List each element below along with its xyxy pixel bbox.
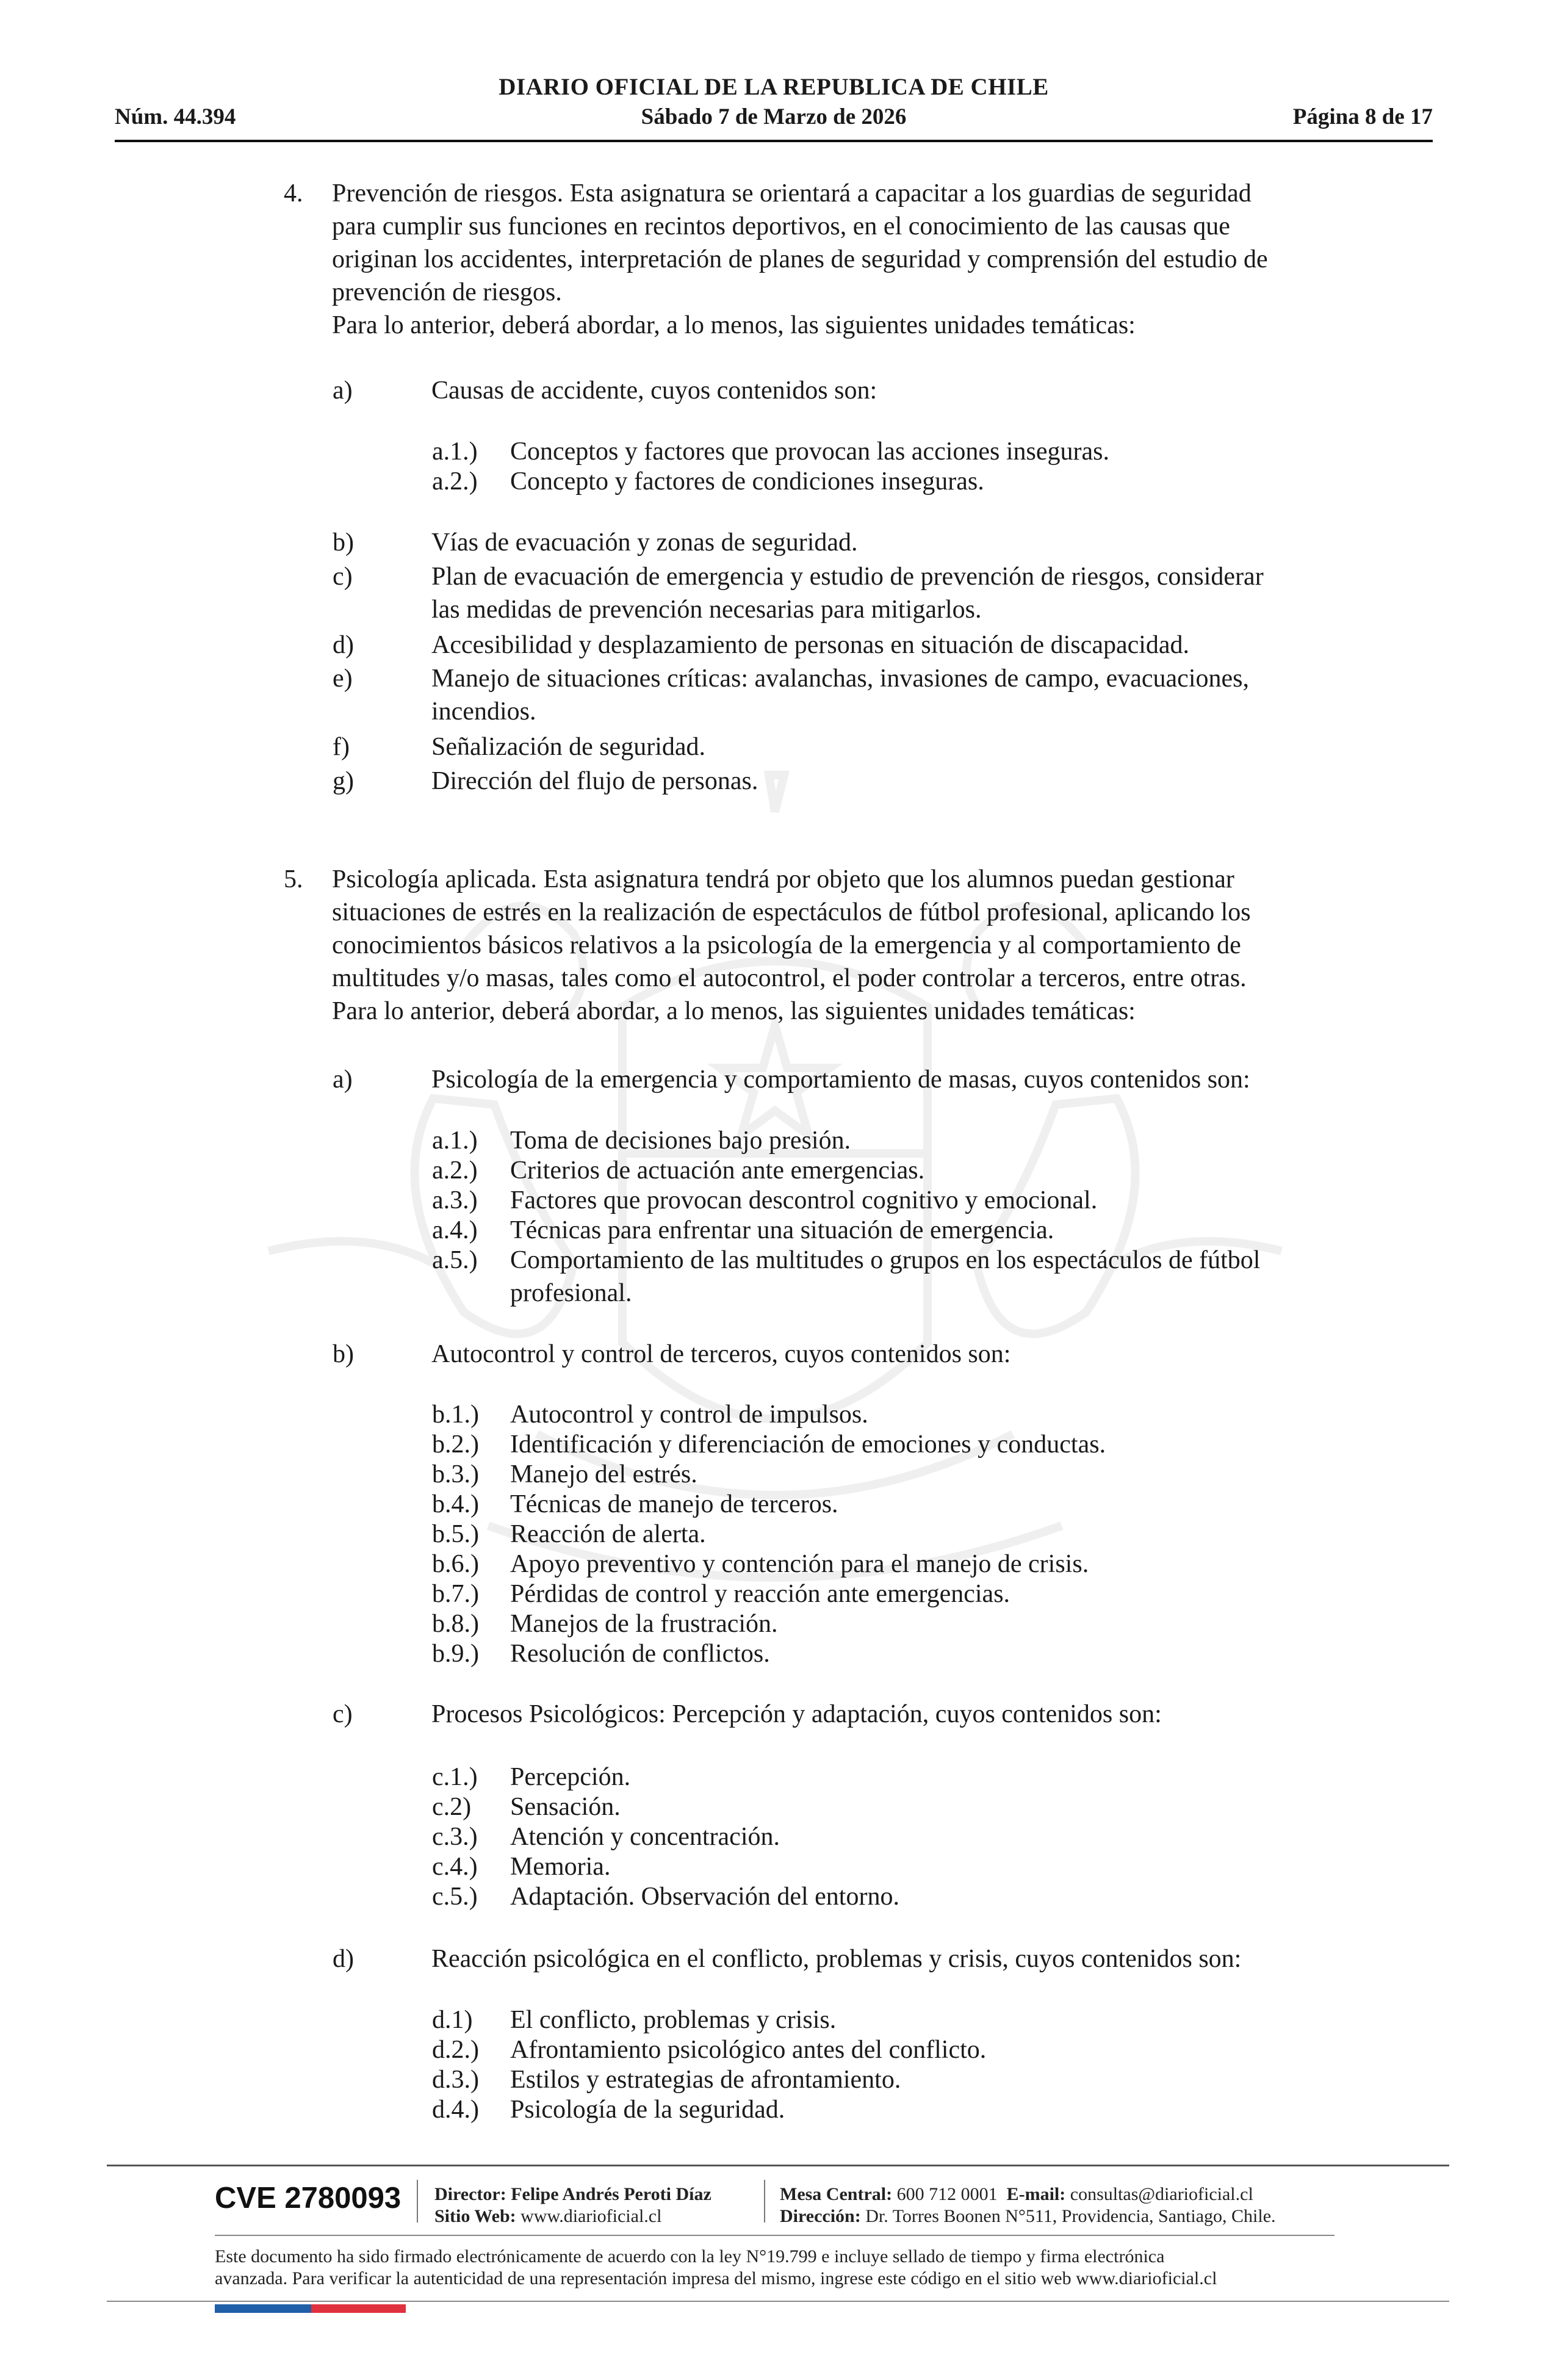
paragraph-line: Para lo anterior, deberá abordar, a lo menos, las siguientes unidades temáticas: [332, 311, 1136, 339]
section-5-intro [284, 863, 1349, 1028]
flag-bar-red [311, 2304, 406, 2313]
sub-item-label: c.4.) [432, 1853, 478, 1881]
site-link[interactable]: www.diarioficial.cl [520, 2206, 662, 2226]
sub-item-text: Identificación y diferenciación de emociones y conductas. [510, 1430, 1106, 1459]
sub-item [432, 1488, 1347, 1521]
footer-rule-top [107, 2165, 1449, 2166]
sub-item-text: Conceptos y factores que provocan las acciones inseguras. [510, 438, 1109, 466]
list-item [333, 374, 1345, 407]
legal-line: Este documento ha sido firmado electrónicamente de acuerdo con la ley N°19.799 e incluye sellado de tiempo y firma electrónica [215, 2246, 1165, 2266]
item-text: Procesos Psicológicos: Percepción y adaptación, cuyos contenidos son: [431, 1700, 1162, 1728]
page-header [115, 73, 1433, 140]
footer-rule-bottom [107, 2301, 1449, 2302]
sub-item-text: Atención y concentración. [510, 1823, 780, 1851]
sub-item-label: b.3.) [432, 1460, 479, 1488]
sub-item-label: a.3.) [432, 1186, 478, 1214]
list-item [333, 526, 1345, 559]
sub-item-label: a.1.) [432, 1127, 478, 1155]
paragraph-line: Para lo anterior, deberá abordar, a lo menos, las siguientes unidades temáticas: [332, 997, 1136, 1025]
sub-item [432, 2093, 1347, 2126]
list-item [333, 629, 1345, 662]
sub-item [432, 2063, 1347, 2096]
item-text: Dirección del flujo de personas. [431, 767, 758, 795]
item-label: c) [333, 563, 353, 591]
paragraph-line: conocimientos básicos relativos a la psicología de la emergencia y al comportamiento de [332, 931, 1241, 959]
footer-contact-block [780, 2183, 1276, 2227]
sub-item-label: c.1.) [432, 1763, 478, 1791]
sub-item-text: Psicología de la seguridad. [510, 2096, 785, 2124]
list-item [333, 1942, 1345, 1975]
legal-notice [215, 2246, 1331, 2290]
sub-item-text: Sensación. [510, 1793, 621, 1821]
cve-code: CVE 2780093 [215, 2182, 402, 2215]
sub-item [432, 1244, 1347, 1310]
sub-item-text: Concepto y factores de condiciones inseguras. [510, 467, 984, 496]
sub-item-text: Técnicas para enfrentar una situación de emergencia. [510, 1216, 1054, 1244]
item-label: d) [333, 631, 354, 659]
sub-item-label: a.2.) [432, 467, 478, 496]
paragraph-line: situaciones de estrés en la realización de espectáculos de fútbol profesional, aplicando los [332, 898, 1251, 926]
sub-item-label: a.1.) [432, 438, 478, 466]
item-text: Psicología de la emergencia y comportamiento de masas, cuyos contenidos son: [431, 1066, 1250, 1094]
sub-item-text: Estilos y estrategias de afrontamiento. [510, 2066, 901, 2094]
sub-item-text: Criterios de actuación ante emergencias. [510, 1156, 925, 1185]
footer-director-block [434, 2183, 711, 2227]
sub-item [432, 1214, 1347, 1247]
item-text: Autocontrol y control de terceros, cuyos contenidos son: [431, 1340, 1011, 1368]
list-item [333, 1698, 1345, 1731]
sub-item [432, 1398, 1347, 1431]
paragraph-line: prevención de riesgos. [332, 278, 562, 306]
sub-item-label: b.5.) [432, 1520, 479, 1548]
sub-item-text: Toma de decisiones bajo presión. [510, 1127, 851, 1155]
sub-item-text: Memoria. [510, 1853, 611, 1881]
sub-item-label: a.5.) [432, 1246, 478, 1274]
item-label: b) [333, 1340, 354, 1368]
item-text: incendios. [431, 698, 536, 726]
paragraph-line: para cumplir sus funciones en recintos deportivos, en el conocimiento de las causas que [332, 212, 1230, 240]
sub-item [432, 1761, 1347, 1794]
phone-label: Mesa Central: [780, 2184, 893, 2204]
paragraph-line: Psicología aplicada. Esta asignatura tendrá por objeto que los alumnos puedan gestionar [332, 865, 1234, 893]
sub-item [432, 1850, 1347, 1883]
sub-item-text: Manejos de la frustración. [510, 1610, 778, 1638]
item-text: las medidas de prevención necesarias para mitigarlos. [431, 596, 982, 624]
sub-item [432, 1578, 1347, 1610]
list-item [333, 765, 1345, 798]
issue-date: Sábado 7 de Marzo de 2026 [641, 104, 907, 129]
sub-item [432, 1184, 1347, 1217]
sub-item [432, 1154, 1347, 1187]
sub-item [432, 465, 1347, 498]
paragraph-line: originan los accidentes, interpretación de planes de seguridad y comprensión del estudio de [332, 245, 1268, 273]
sub-item [432, 1124, 1347, 1157]
sub-item-text: Apoyo preventivo y contención para el manejo de crisis. [510, 1550, 1089, 1578]
list-item [333, 1063, 1345, 1096]
sub-item-label: a.2.) [432, 1156, 478, 1185]
sub-item-label: c.2) [432, 1793, 472, 1821]
sub-item [432, 2033, 1347, 2066]
list-item [333, 560, 1345, 626]
item-label: a) [333, 377, 353, 405]
item-label: e) [333, 665, 353, 693]
sub-item-text: Resolución de conflictos. [510, 1640, 770, 1668]
item-text: Manejo de situaciones críticas: avalanchas, invasiones de campo, evacuaciones, [431, 665, 1249, 693]
sub-item-text: Factores que provocan descontrol cognitivo y emocional. [510, 1186, 1098, 1214]
sub-item [432, 435, 1347, 468]
sub-item [432, 1428, 1347, 1461]
sub-item-text: Adaptación. Observación del entorno. [510, 1883, 899, 1911]
sub-item-label: d.1) [432, 2006, 473, 2034]
sub-item-label: d.4.) [432, 2096, 479, 2124]
item-text: Vías de evacuación y zonas de seguridad. [431, 528, 858, 557]
director-name: Felipe Andrés Peroti Díaz [511, 2184, 711, 2204]
list-item [333, 730, 1345, 763]
director-label: Director: [434, 2184, 506, 2204]
sub-item [432, 1607, 1347, 1640]
header-rule [115, 140, 1433, 142]
sub-item-label: b.4.) [432, 1490, 479, 1518]
footer-rule-mid [215, 2235, 1334, 2236]
sub-item [432, 1880, 1347, 1913]
list-item [333, 662, 1345, 728]
sub-item [432, 1790, 1347, 1823]
sub-item-label: b.6.) [432, 1550, 479, 1578]
sub-item [432, 1458, 1347, 1491]
sub-item-text: Reacción de alerta. [510, 1520, 706, 1548]
sub-item-text: Afrontamiento psicológico antes del conflicto. [510, 2036, 987, 2064]
item-label: a) [333, 1066, 353, 1094]
item-label: b) [333, 528, 354, 557]
page-indicator: Página 8 de 17 [1292, 104, 1433, 129]
section-number: 5. [284, 865, 303, 893]
sub-item-label: b.1.) [432, 1401, 479, 1429]
sub-item-text: Comportamiento de las multitudes o grupos en los espectáculos de fútbol [510, 1246, 1261, 1274]
sub-item-text: Percepción. [510, 1763, 631, 1791]
sub-item-text: El conflicto, problemas y crisis. [510, 2006, 837, 2034]
sub-item-text: Pérdidas de control y reacción ante emergencias. [510, 1580, 1010, 1608]
item-label: f) [333, 733, 350, 761]
list-item [333, 1338, 1345, 1371]
sub-item-label: c.3.) [432, 1823, 478, 1851]
legal-line: avanzada. Para verificar la autenticidad de una representación impresa del mismo, ingrese este código en el sitio web www.diarioficial.cl [215, 2268, 1217, 2288]
paragraph-line: Prevención de riesgos. Esta asignatura se orientará a capacitar a los guardias de seguridad [332, 179, 1252, 207]
item-label: d) [333, 1945, 354, 1973]
sub-item [432, 1637, 1347, 1670]
address-label: Dirección: [780, 2206, 861, 2226]
sub-item-label: b.2.) [432, 1430, 479, 1459]
sub-item [432, 1548, 1347, 1581]
sub-item-label: b.7.) [432, 1580, 479, 1608]
item-text: Plan de evacuación de emergencia y estudio de prevención de riesgos, considerar [431, 563, 1264, 591]
paragraph-line: multitudes y/o masas, tales como el autocontrol, el poder controlar a terceros, entre otras. [332, 964, 1247, 992]
sub-item-text: Autocontrol y control de impulsos. [510, 1401, 868, 1429]
item-text: Causas de accidente, cuyos contenidos son: [431, 377, 877, 405]
email-link[interactable]: consultas@diarioficial.cl [1070, 2184, 1253, 2204]
item-text: Reacción psicológica en el conflicto, problemas y crisis, cuyos contenidos son: [431, 1945, 1242, 1973]
footer-separator [417, 2180, 418, 2223]
sub-item [432, 2003, 1347, 2036]
sub-item-label: b.8.) [432, 1610, 479, 1638]
issue-number: Núm. 44.394 [115, 104, 236, 129]
phone-number: 600 712 0001 [896, 2184, 998, 2204]
sub-item-label: b.9.) [432, 1640, 479, 1668]
sub-item [432, 1518, 1347, 1551]
item-label: c) [333, 1700, 353, 1728]
sub-item-label: c.5.) [432, 1883, 478, 1911]
address-text: Dr. Torres Boonen N°511, Providencia, Santiago, Chile. [865, 2206, 1276, 2226]
sub-item-text: Técnicas de manejo de terceros. [510, 1490, 838, 1518]
sub-item [432, 1820, 1347, 1853]
item-text: Accesibilidad y desplazamiento de personas en situación de discapacidad. [431, 631, 1190, 659]
sub-item-label: d.3.) [432, 2066, 479, 2094]
sub-item-label: d.2.) [432, 2036, 479, 2064]
section-number: 4. [284, 179, 303, 207]
sub-item-label: a.4.) [432, 1216, 478, 1244]
item-text: Señalización de seguridad. [431, 733, 705, 761]
sub-item-text: Manejo del estrés. [510, 1460, 697, 1488]
flag-bar-blue [215, 2304, 311, 2313]
newspaper-title: DIARIO OFICIAL DE LA REPUBLICA DE CHILE [499, 74, 1049, 100]
footer-separator [764, 2180, 765, 2223]
sub-item-text: profesional. [510, 1279, 632, 1307]
item-label: g) [333, 767, 354, 795]
section-4-intro [284, 177, 1349, 342]
site-label: Sitio Web: [434, 2206, 516, 2226]
email-label: E-mail: [1006, 2184, 1066, 2204]
